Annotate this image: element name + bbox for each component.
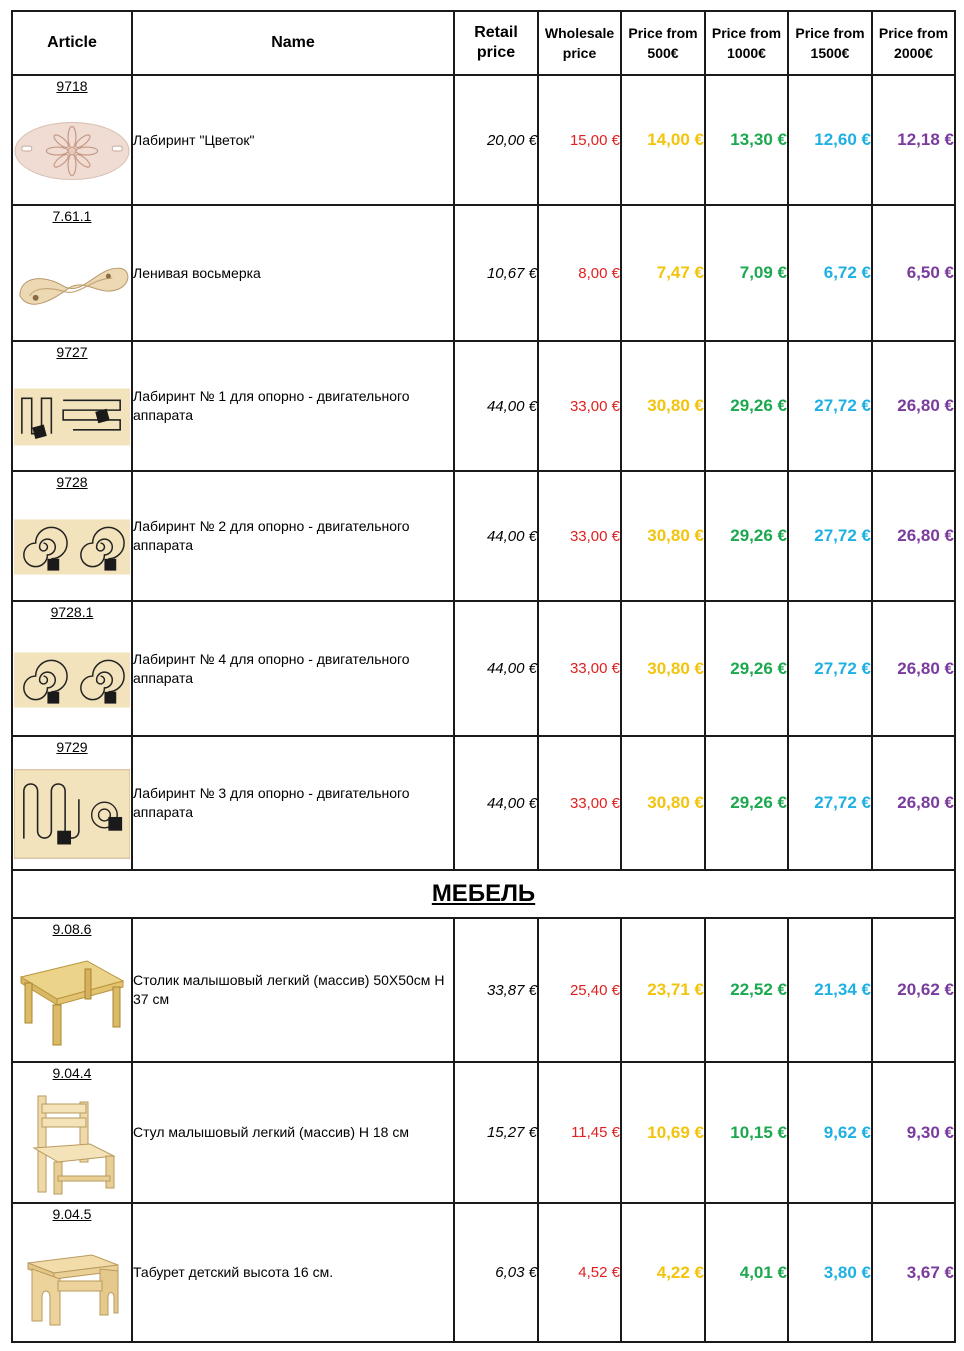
wholesale-price: 33,00 € [538,736,621,870]
price-table [11,10,956,1343]
header-price-1000: Price from 1000€ [705,11,788,75]
product-name: Лабиринт № 2 для опорно - двигательного аппарата [132,471,454,601]
article-cell [12,736,132,870]
price-1500: 27,72 € [788,341,872,471]
price-1500: 9,62 € [788,1062,872,1203]
section-title: МЕБЕЛЬ [12,870,955,918]
header-price-500: Price from 500€ [621,11,705,75]
article-cell [12,1203,132,1342]
article-number: 9.04.5 [52,1206,92,1222]
price-1000: 29,26 € [705,736,788,870]
article-number: 9.08.6 [52,921,92,937]
price-1500: 21,34 € [788,918,872,1062]
article-number: 7.61.1 [52,208,92,224]
product-name: Стул малышовый легкий (массив) Н 18 см [132,1062,454,1203]
product-name: Ленивая восьмерка [132,205,454,341]
table-row [12,471,955,601]
price-2000: 20,62 € [872,918,955,1062]
header-article: Article [12,11,132,75]
wholesale-price: 33,00 € [538,341,621,471]
retail-price: 15,27 € [454,1062,538,1203]
price-500: 30,80 € [621,341,705,471]
header-wholesale: Wholesale price [538,11,621,75]
price-1000: 10,15 € [705,1062,788,1203]
product-name: Лабиринт "Цветок" [132,75,454,205]
wooden-table-image [14,947,130,1055]
retail-price: 44,00 € [454,736,538,870]
price-2000: 26,80 € [872,341,955,471]
article-cell [12,75,132,205]
article-cell [12,471,132,601]
article-number: 9.04.4 [52,1065,92,1081]
price-1000: 29,26 € [705,341,788,471]
price-500: 4,22 € [621,1203,705,1342]
article-cell [12,601,132,736]
price-500: 7,47 € [621,205,705,341]
table-row [12,601,955,736]
table-row [12,1062,955,1203]
wholesale-price: 8,00 € [538,205,621,341]
retail-price: 20,00 € [454,75,538,205]
price-1000: 13,30 € [705,75,788,205]
header-name: Name [132,11,454,75]
table-row [12,205,955,341]
table-row [12,918,955,1062]
price-1500: 27,72 € [788,471,872,601]
retail-price: 10,67 € [454,205,538,341]
price-2000: 9,30 € [872,1062,955,1203]
wholesale-price: 11,45 € [538,1062,621,1203]
header-price-1500: Price from 1500€ [788,11,872,75]
price-500: 23,71 € [621,918,705,1062]
price-500: 30,80 € [621,471,705,601]
price-1000: 4,01 € [705,1203,788,1342]
zigzag-maze-board-image [14,370,130,464]
price-1000: 29,26 € [705,471,788,601]
wooden-chair-image [14,1091,130,1196]
header-price-2000: Price from 2000€ [872,11,955,75]
spiral-maze-board-image [14,500,130,594]
wholesale-price: 15,00 € [538,75,621,205]
figure-eight-board-image [14,234,130,334]
retail-price: 6,03 € [454,1203,538,1342]
product-name: Лабиринт № 1 для опорно - двигательного аппарата [132,341,454,471]
price-500: 10,69 € [621,1062,705,1203]
article-cell [12,205,132,341]
product-name: Столик малышовый легкий (массив) 50Х50см Н 37 см [132,918,454,1062]
price-500: 30,80 € [621,601,705,736]
header-retail: Retail price [454,11,538,75]
article-number: 9728 [56,474,88,490]
price-1500: 27,72 € [788,736,872,870]
wave-maze-board-image [14,765,130,863]
article-cell [12,1062,132,1203]
article-number: 9727 [56,344,88,360]
table-row [12,1203,955,1342]
price-2000: 26,80 € [872,471,955,601]
wooden-stool-image [14,1232,130,1335]
wholesale-price: 33,00 € [538,471,621,601]
product-name: Лабиринт № 4 для опорно - двигательного аппарата [132,601,454,736]
price-1500: 3,80 € [788,1203,872,1342]
price-1500: 12,60 € [788,75,872,205]
section-row [12,870,955,918]
retail-price: 44,00 € [454,471,538,601]
article-cell [12,341,132,471]
wholesale-price: 4,52 € [538,1203,621,1342]
price-2000: 12,18 € [872,75,955,205]
article-cell [12,918,132,1062]
header-row [12,11,955,75]
flower-maze-board-image [14,104,130,198]
table-row [12,341,955,471]
price-2000: 26,80 € [872,736,955,870]
price-500: 30,80 € [621,736,705,870]
product-name: Табурет детский высота 16 см. [132,1203,454,1342]
price-1000: 29,26 € [705,601,788,736]
article-number: 9718 [56,78,88,94]
spiral-maze-board-image [14,630,130,729]
price-500: 14,00 € [621,75,705,205]
table-row [12,75,955,205]
price-1500: 6,72 € [788,205,872,341]
article-number: 9728.1 [50,604,94,620]
price-2000: 26,80 € [872,601,955,736]
price-1000: 22,52 € [705,918,788,1062]
price-1500: 27,72 € [788,601,872,736]
wholesale-price: 25,40 € [538,918,621,1062]
retail-price: 44,00 € [454,341,538,471]
retail-price: 33,87 € [454,918,538,1062]
wholesale-price: 33,00 € [538,601,621,736]
table-row [12,736,955,870]
retail-price: 44,00 € [454,601,538,736]
price-1000: 7,09 € [705,205,788,341]
price-2000: 6,50 € [872,205,955,341]
article-number: 9729 [56,739,88,755]
price-2000: 3,67 € [872,1203,955,1342]
product-name: Лабиринт № 3 для опорно - двигательного аппарата [132,736,454,870]
